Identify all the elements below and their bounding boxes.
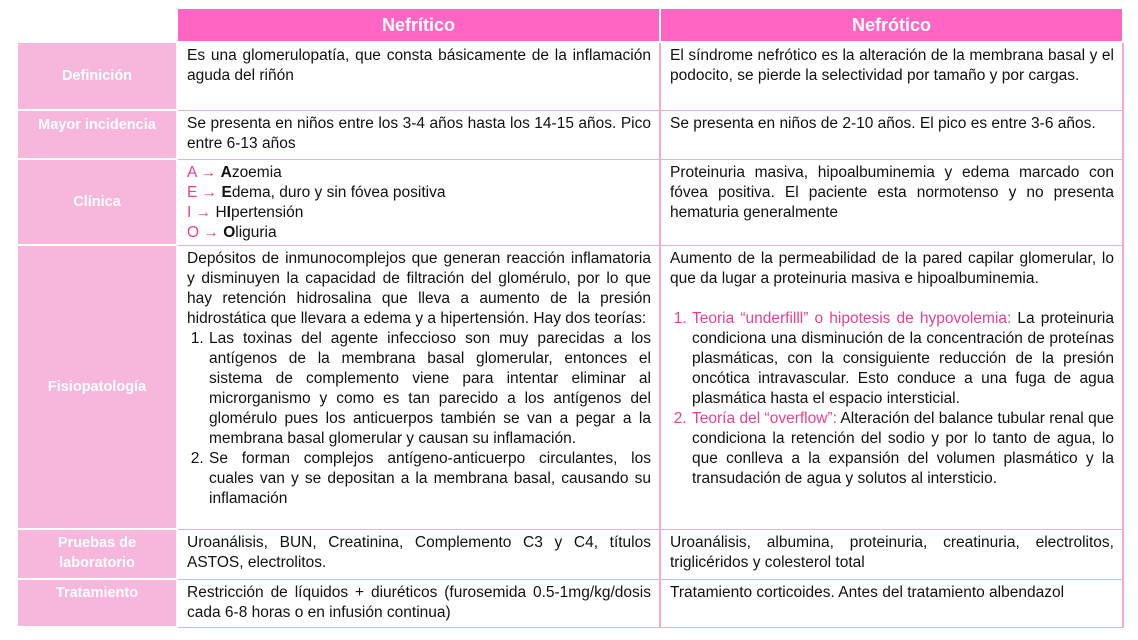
clinica-nefrotico: Proteinuria masiva, hipoalbuminemia y edema marcado con fóvea positiva. El paciente esta normotenso y no presenta hematuria generalmente — [660, 159, 1123, 245]
clinica-prefix-a: A → — [187, 163, 217, 181]
tratamiento-nefrotico: Tratamiento corticoides. Antes del tratamiento albendazol — [660, 579, 1123, 627]
row-label-pruebas: Pruebas de laboratorio — [17, 529, 177, 579]
clinica-bold-i: I — [226, 203, 231, 221]
clinica-bold-o: O — [223, 223, 236, 241]
row-label-fisiopatologia: Fisiopatología — [17, 245, 177, 529]
row-definicion — [17, 42, 1123, 110]
comparison-table — [16, 7, 1124, 628]
header-nefritico: Nefrítico — [177, 8, 660, 42]
fisio-nefritico-intro: Depósitos de inmunocomplejos que generan reacción inflamatoria y disminuyen la capacidad de filtración del glomérulo, por lo que hay retención hidrosalina que lleva a aumento de la presión hidrostática que llevara a edema y a hipertensión. Hay dos teorías: — [187, 249, 651, 327]
tratamiento-nefritico: Restricción de líquidos + diuréticos (furosemida 0.5-1mg/kg/dosis cada 6-8 horas o en infusión continua) — [177, 579, 660, 627]
row-fisiopatologia — [17, 245, 1123, 529]
fisio-nefritico-list — [187, 329, 651, 509]
clinica-line-a — [187, 163, 651, 183]
fisio-nefrotico-text-2: Alteración del balance tubular renal que condiciona la retención del sodio y por lo tanto de agua, lo que conlleva a la expansión del volumen plasmático y la transudación de agua y solutos al intersticio. — [692, 409, 1114, 487]
fisio-nefrotico-title-2: Teoría del “overflow”: — [692, 409, 837, 427]
corner-cell — [17, 8, 177, 42]
clinica-line-i — [187, 203, 651, 223]
pruebas-nefrotico: Uroanálisis, albumina, proteinuria, creatinuria, electrolitos, triglicéridos y colesterol total — [660, 529, 1123, 579]
row-label-incidencia: Mayor incidencia — [17, 110, 177, 159]
fisio-nefrotico-intro: Aumento de la permeabilidad de la pared capilar glomerular, lo que da lugar a proteinuria masiva e hipoalbuminemia. — [670, 249, 1114, 287]
clinica-rest-a: zoemia — [231, 163, 282, 181]
fisio-nefrotico-item-2 — [691, 409, 1114, 489]
fisio-nefrotico-title-1: Teoria “underfilll” o hipotesis de hypovolemia: — [692, 309, 1012, 327]
header-nefrotico: Nefrótico — [660, 8, 1123, 42]
incidencia-nefrotico: Se presenta en niños de 2-10 años. El pico es entre 3-6 años. — [660, 110, 1123, 159]
clinica-pre-i: H — [215, 203, 227, 221]
fisio-nefrotico-list — [670, 309, 1114, 489]
pruebas-nefritico: Uroanálisis, BUN, Creatinina, Complemento C3 y C4, títulos ASTOS, electrolitos. — [177, 529, 660, 579]
row-label-tratamiento: Tratamiento — [17, 579, 177, 627]
header-row — [17, 8, 1123, 42]
fisio-nefritico-item-2: 2. Se forman complejos antígeno-anticuerpo circulantes, los cuales van y se depositan a la membrana basal, causando su inflamación — [208, 449, 651, 509]
definicion-nefrotico: El síndrome nefrótico es la alteración de la membrana basal y el podocito, se pierde la selectividad por tamaño y por cargas. — [660, 42, 1123, 110]
row-label-definicion: Definición — [17, 42, 177, 110]
fisio-nefrotico-item-1 — [691, 309, 1114, 409]
row-clinica — [17, 159, 1123, 245]
row-incidencia — [17, 110, 1123, 159]
clinica-bold-e: E — [221, 183, 232, 201]
fisiopatologia-nefrotico — [660, 245, 1123, 529]
row-label-clinica: Clínica — [17, 159, 177, 245]
clinica-rest-o: liguria — [235, 223, 277, 241]
definicion-nefritico: Es una glomerulopatía, que consta básicamente de la inflamación aguda del riñón — [177, 42, 660, 110]
clinica-bold-a: A — [220, 163, 232, 181]
row-tratamiento — [17, 579, 1123, 627]
fisiopatologia-nefritico — [177, 245, 660, 529]
clinica-prefix-i: I → — [187, 203, 212, 221]
clinica-rest-i: pertensión — [230, 203, 304, 221]
row-pruebas — [17, 529, 1123, 579]
fisio-nefritico-item-1: 1. Las toxinas del agente infeccioso son muy parecidas a los antígenos de la membrana basal glomerular, entonces el sistema de complemento viene para intentar eliminar al microrganismo y como es tan parecido a los antígenos del glomérulo pues los anticuerpos también se van a pegar a la membrana basal glomerular y causan su inflamación. — [208, 329, 651, 449]
clinica-nefritico — [177, 159, 660, 245]
clinica-line-e — [187, 183, 651, 203]
clinica-line-o — [187, 223, 651, 243]
fisio-spacer — [670, 289, 1114, 309]
fisio-nefrotico-text-1: La proteinuria condiciona una disminución de la concentración de proteínas plasmáticas, con la consiguiente reducción de la presión oncótica intravascular. Esto conduce a una fuga de agua plasmática hasta el espacio intersticial. — [692, 309, 1114, 407]
clinica-prefix-o: O → — [187, 223, 219, 241]
clinica-rest-e: dema, duro y sin fóvea positiva — [231, 183, 446, 201]
incidencia-nefritico: Se presenta en niños entre los 3-4 años hasta los 14-15 años. Pico entre 6-13 años — [177, 110, 660, 159]
clinica-prefix-e: E → — [187, 183, 218, 201]
